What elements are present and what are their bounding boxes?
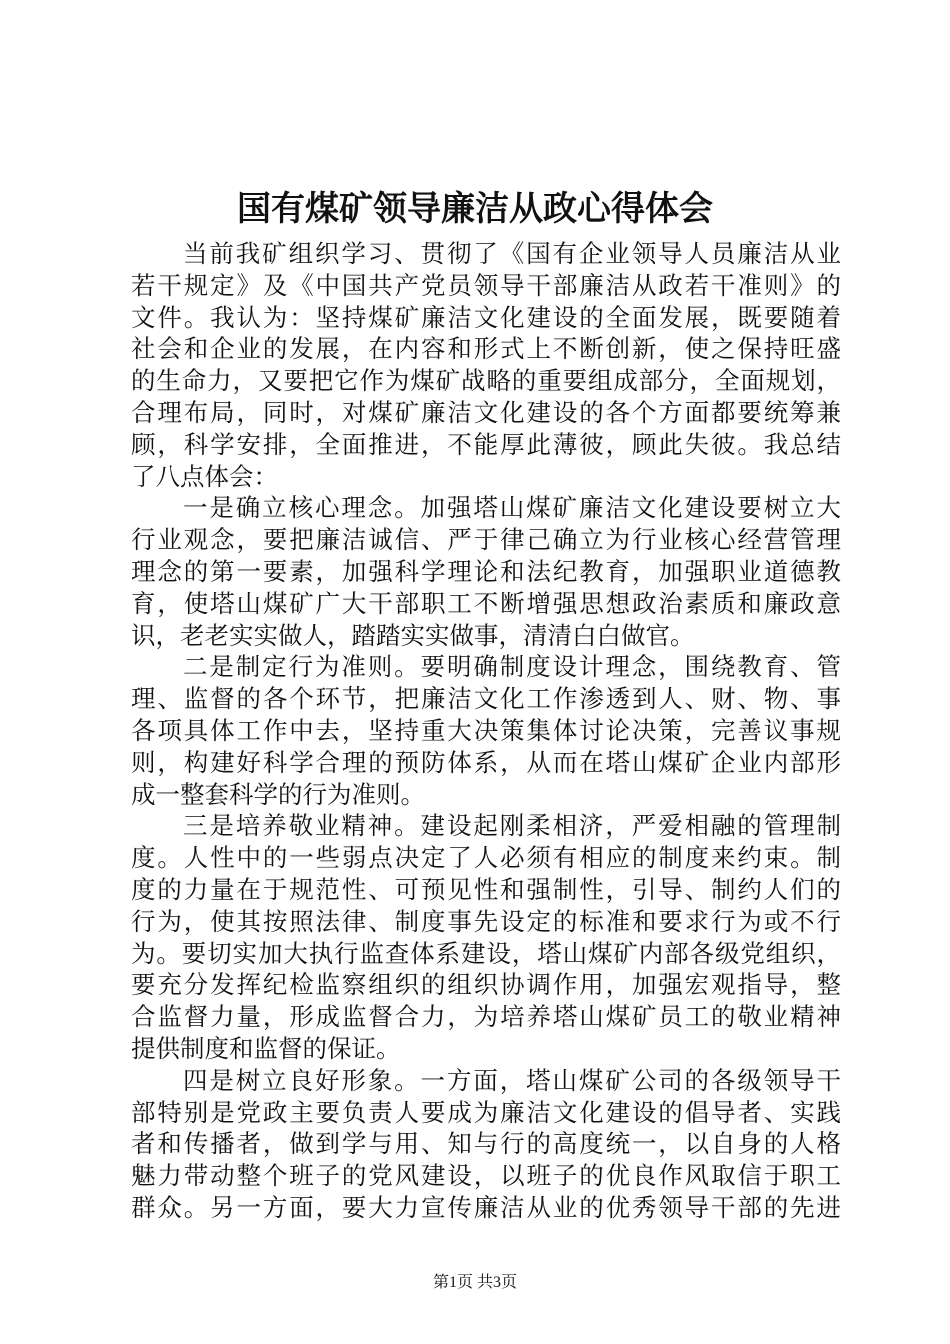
text-line: 识，老老实实做人，踏踏实实做事，清清白白做官。 (131, 620, 695, 650)
text-line: 了八点体会： (131, 461, 278, 491)
text-line: 三是培养敬业精神。建设起刚柔相济，严爱相融的管理制 (183, 811, 841, 841)
text-line: 部特别是党政主要负责人要成为廉洁文化建设的倡导者、实践 (131, 1097, 841, 1127)
text-line: 四是树立良好形象。一方面，塔山煤矿公司的各级领导干 (183, 1065, 841, 1095)
text-line: 当前我矿组织学习、贯彻了《国有企业领导人员廉洁从业 (183, 239, 841, 268)
text-line: 理念的第一要素，加强科学理论和法纪教育，加强职业道德教 (131, 556, 841, 586)
text-line: 群众。另一方面，要大力宣传廉洁从业的优秀领导干部的先进 (131, 1192, 841, 1222)
text-line: 行为，使其按照法律、制度事先设定的标准和要求行为或不行 (131, 906, 841, 936)
text-line: 各项具体工作中去，坚持重大决策集体讨论决策，完善议事规 (131, 715, 841, 745)
text-line: 为。要切实加大执行监查体系建设，塔山煤矿内部各级党组织， (131, 938, 841, 968)
text-line: 要充分发挥纪检监察组织的组织协调作用，加强宏观指导，整 (131, 970, 841, 1000)
text-line: 二是制定行为准则。要明确制度设计理念，围绕教育、管 (183, 652, 841, 682)
document-body (131, 238, 841, 1224)
text-line: 合理布局，同时，对煤矿廉洁文化建设的各个方面都要统筹兼 (131, 397, 841, 427)
document-title: 国有煤矿领导廉洁从政心得体会 (237, 189, 713, 229)
text-line: 的生命力，又要把它作为煤矿战略的重要组成部分，全面规划， (131, 366, 841, 396)
text-line: 度的力量在于规范性、可预见性和强制性，引导、制约人们的 (131, 874, 841, 904)
text-line: 文件。我认为：坚持煤矿廉洁文化建设的全面发展，既要随着 (131, 302, 841, 332)
text-line: 理、监督的各个环节，把廉洁文化工作渗透到人、财、物、事 (131, 684, 841, 714)
text-line: 度。人性中的一些弱点决定了人必须有相应的制度来约束。制 (131, 843, 841, 873)
text-line: 成一整套科学的行为准则。 (131, 779, 425, 809)
text-line: 者和传播者，做到学与用、知与行的高度统一，以自身的人格 (131, 1129, 841, 1159)
text-line: 一是确立核心理念。加强塔山煤矿廉洁文化建设要树立大 (183, 493, 841, 523)
text-line: 育，使塔山煤矿广大干部职工不断增强思想政治素质和廉政意 (131, 588, 841, 618)
text-line: 魅力带动整个班子的党风建设，以班子的优良作风取信于职工 (131, 1161, 841, 1191)
text-line: 则，构建好科学合理的预防体系，从而在塔山煤矿企业内部形 (131, 747, 841, 777)
text-line: 提供制度和监督的保证。 (131, 1033, 401, 1063)
text-line: 若干规定》及《中国共产党员领导干部廉洁从政若干准则》的 (131, 270, 841, 300)
text-line: 合监督力量，形成监督合力，为培养塔山煤矿员工的敬业精神 (131, 1002, 841, 1032)
text-line: 顾，科学安排，全面推进，不能厚此薄彼，顾此失彼。我总结 (131, 429, 841, 459)
text-line: 社会和企业的发展，在内容和形式上不断创新，使之保持旺盛 (131, 334, 841, 364)
page-footer: 第1页 共3页 (432, 1274, 517, 1291)
text-line: 行业观念，要把廉洁诚信、严于律己确立为行业核心经营管理 (131, 525, 841, 555)
